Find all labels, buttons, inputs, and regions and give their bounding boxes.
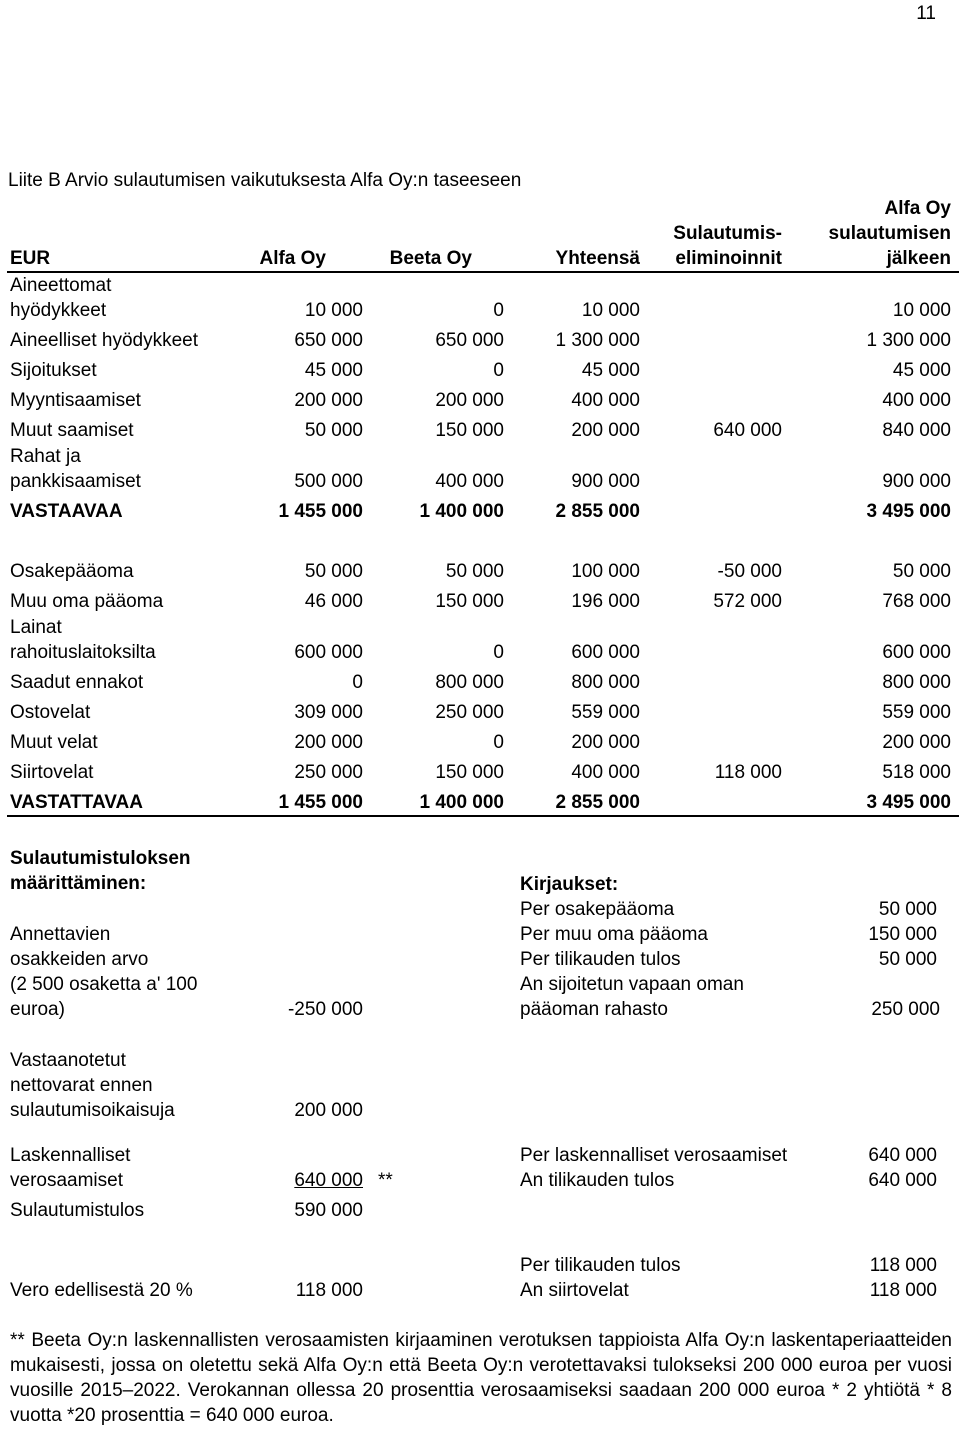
cell-elim: 572 000 (713, 591, 782, 612)
page-title: Liite B Arvio sulautumisen vaikutuksesta Alfa Oy:n taseeseen (8, 170, 522, 191)
entry-label: Per laskennalliset verosaamiset (520, 1145, 788, 1166)
assets-total-after: 3 495 000 (866, 501, 951, 522)
issued-value: -250 000 (287, 999, 363, 1020)
entry-value: 118 000 (869, 1280, 937, 1301)
cell-beeta: 0 (493, 360, 504, 381)
entry-label: Per muu oma pääoma (520, 924, 708, 945)
cell-alfa: 50 000 (304, 561, 363, 582)
cell-total: 400 000 (571, 390, 640, 411)
row-label: Siirtovelat (10, 762, 94, 783)
tax-value: 118 000 (295, 1280, 363, 1301)
cell-after: 10 000 (892, 300, 951, 321)
assets-total-label: VASTAAVAA (10, 501, 123, 522)
cell-elim: 640 000 (713, 420, 782, 441)
cell-after: 400 000 (882, 390, 951, 411)
entry-value: 118 000 (869, 1255, 937, 1276)
entry-value: 50 000 (878, 899, 937, 920)
cell-after: 45 000 (892, 360, 951, 381)
cell-alfa: 250 000 (294, 762, 363, 783)
entry-label-2: pääoman rahasto (520, 999, 668, 1020)
cell-alfa: 309 000 (294, 702, 363, 723)
cell-alfa: 45 000 (304, 360, 363, 381)
cell-after: 600 000 (882, 642, 951, 663)
header-beeta: Beeta Oy (389, 248, 472, 269)
cell-beeta: 0 (493, 300, 504, 321)
cell-beeta: 650 000 (435, 330, 504, 351)
assets-total-beeta: 1 400 000 (419, 501, 504, 522)
cell-alfa: 650 000 (294, 330, 363, 351)
cell-beeta: 800 000 (435, 672, 504, 693)
deferred-label-2: verosaamiset (10, 1170, 123, 1191)
entry-value: 640 000 (868, 1170, 937, 1191)
cell-total: 200 000 (571, 732, 640, 753)
header-rule (7, 271, 959, 273)
cell-elim: 118 000 (714, 762, 782, 783)
cell-beeta: 150 000 (435, 420, 504, 441)
net-label-1: Vastaanotetut (10, 1050, 126, 1071)
entry-label: An sijoitetun vapaan oman (520, 974, 744, 995)
result-heading-1: Sulautumistuloksen (10, 848, 191, 869)
header-after-1: Alfa Oy (884, 198, 951, 219)
row-label: Myyntisaamiset (10, 390, 141, 411)
liabilities-total-after: 3 495 000 (866, 792, 951, 813)
row-label: Osakepääoma (10, 561, 134, 582)
cell-beeta: 250 000 (435, 702, 504, 723)
row-label-2: hyödykkeet (10, 300, 107, 321)
deferred-label-1: Laskennalliset (10, 1145, 131, 1166)
cell-total: 100 000 (571, 561, 640, 582)
cell-after: 1 300 000 (866, 330, 951, 351)
cell-total: 1 300 000 (555, 330, 640, 351)
cell-alfa: 46 000 (304, 591, 363, 612)
cell-total: 900 000 (571, 471, 640, 492)
header-eur: EUR (10, 248, 51, 269)
cell-after: 800 000 (882, 672, 951, 693)
cell-beeta: 0 (493, 642, 504, 663)
cell-total: 45 000 (581, 360, 640, 381)
tax-label: Vero edellisestä 20 % (10, 1280, 193, 1301)
row-label-2: pankkisaamiset (10, 471, 141, 492)
cell-beeta: 200 000 (435, 390, 504, 411)
liabilities-total-total: 2 855 000 (555, 792, 640, 813)
net-value: 200 000 (294, 1100, 363, 1121)
header-elim-2: eliminoinnit (675, 248, 782, 269)
cell-alfa: 200 000 (294, 732, 363, 753)
cell-after: 900 000 (882, 471, 951, 492)
footnote-marker: ** (378, 1170, 393, 1191)
issued-label-2: osakkeiden arvo (10, 949, 149, 970)
row-label: Aineelliset hyödykkeet (10, 330, 198, 351)
cell-after: 840 000 (882, 420, 951, 441)
entry-value: 150 000 (868, 924, 937, 945)
cell-total: 196 000 (571, 591, 640, 612)
row-label: Muu oma pääoma (10, 591, 164, 612)
entry-value: 50 000 (878, 949, 937, 970)
row-label: Saadut ennakot (10, 672, 144, 693)
row-label: Muut velat (10, 732, 98, 753)
issued-label-3: (2 500 osaketta a' 100 (10, 974, 198, 995)
header-after-3: jälkeen (886, 248, 951, 269)
cell-alfa: 0 (352, 672, 363, 693)
cell-alfa: 500 000 (294, 471, 363, 492)
cell-total: 559 000 (571, 702, 640, 723)
row-label-2: rahoituslaitoksilta (10, 642, 156, 663)
cell-total: 400 000 (571, 762, 640, 783)
cell-after: 518 000 (882, 762, 951, 783)
row-label: Ostovelat (10, 702, 91, 723)
entry-label: Per tilikauden tulos (520, 1255, 681, 1276)
deferred-value: 640 000 (294, 1170, 363, 1191)
cell-alfa: 200 000 (294, 390, 363, 411)
liabilities-total-label: VASTATTAVAA (10, 792, 143, 813)
merger-result-label: Sulautumistulos (10, 1200, 145, 1221)
cell-alfa: 50 000 (304, 420, 363, 441)
entries-heading: Kirjaukset: (520, 874, 619, 895)
assets-total-total: 2 855 000 (555, 501, 640, 522)
cell-total: 600 000 (571, 642, 640, 663)
cell-after: 200 000 (882, 732, 951, 753)
row-label: Sijoitukset (10, 360, 97, 381)
cell-beeta: 150 000 (435, 591, 504, 612)
page-number: 11 (916, 3, 936, 24)
row-label: Rahat ja (10, 446, 81, 467)
row-label: Aineettomat (10, 275, 112, 296)
entry-value: 640 000 (868, 1145, 937, 1166)
issued-label-1: Annettavien (10, 924, 111, 945)
header-elim-1: Sulautumis- (673, 223, 782, 244)
row-label: Lainat (10, 617, 62, 638)
issued-label-4: euroa) (10, 999, 65, 1020)
cell-beeta: 150 000 (435, 762, 504, 783)
cell-alfa: 10 000 (304, 300, 363, 321)
cell-total: 10 000 (581, 300, 640, 321)
entry-value: 250 000 (871, 999, 940, 1020)
cell-total: 200 000 (571, 420, 640, 441)
merger-result-value: 590 000 (294, 1200, 363, 1221)
cell-after: 559 000 (882, 702, 951, 723)
deferred-value-cell (200, 1169, 363, 1192)
liabilities-total-beeta: 1 400 000 (419, 792, 504, 813)
header-alfa: Alfa Oy (259, 248, 326, 269)
cell-beeta: 0 (493, 732, 504, 753)
cell-after: 768 000 (882, 591, 951, 612)
cell-after: 50 000 (892, 561, 951, 582)
result-heading-2: määrittäminen: (10, 873, 147, 894)
entry-label: Per tilikauden tulos (520, 949, 681, 970)
cell-beeta: 50 000 (445, 561, 504, 582)
entry-label: An tilikauden tulos (520, 1170, 675, 1191)
assets-total-alfa: 1 455 000 (278, 501, 363, 522)
cell-total: 800 000 (571, 672, 640, 693)
footnote: ** Beeta Oy:n laskennallisten verosaamisten kirjaaminen verotuksen tappioista Alfa Oy:n laskentaperiaatteiden mukaisesti, jossa on oletettu sekä Alfa Oy:n että Beeta Oy:n verotettavaksi tulokseksi 200 000 euroa per vuosi vuosille 2015–2022. Verokannan ollessa 20 prosenttia verosaamiseksi saadaan 200 000 euroa * 2 yhtiötä * 8 vuotta *20 prosenttia = 640 000 euroa. (10, 1330, 952, 1426)
cell-alfa: 600 000 (294, 642, 363, 663)
header-after-2: sulautumisen (828, 223, 951, 244)
liabilities-total-alfa: 1 455 000 (278, 792, 363, 813)
entry-label: An siirtovelat (520, 1280, 629, 1301)
cell-beeta: 400 000 (435, 471, 504, 492)
net-label-2: nettovarat ennen (10, 1075, 153, 1096)
row-label: Muut saamiset (10, 420, 134, 441)
net-label-3: sulautumisoikaisuja (10, 1100, 175, 1121)
table-bottom-rule (7, 815, 959, 817)
entry-label: Per osakepääoma (520, 899, 675, 920)
header-total: Yhteensä (555, 248, 640, 269)
cell-elim: -50 000 (717, 561, 782, 582)
